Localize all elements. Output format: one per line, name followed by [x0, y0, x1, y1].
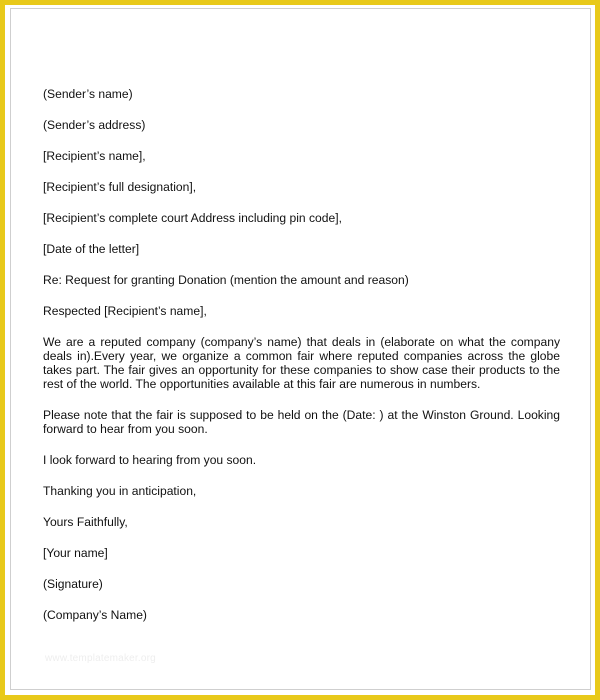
watermark: www.templatemaker.org	[45, 653, 156, 664]
your-name: [Your name]	[43, 546, 108, 560]
letter-body	[43, 87, 560, 639]
recipient-designation: [Recipient’s full designation],	[43, 180, 197, 194]
letter-date: [Date of the letter]	[43, 242, 140, 256]
sender-address: (Sender’s address)	[43, 118, 146, 132]
closing-line: Yours Faithfully,	[43, 515, 128, 529]
sender-name: (Sender’s name)	[43, 87, 133, 101]
body-paragraph-3: I look forward to hearing from you soon.	[43, 453, 257, 467]
recipient-address: [Recipient’s complete court Address including pin code],	[43, 211, 342, 225]
body-paragraph-1: We are a reputed company (company’s name) that deals in (elaborate on what the company deals in).Every year, we organize a common fair where reputed companies across the globe takes part. The fair gives an opportunity for these companies to show case their products to the rest of the world. The opportunities available at this fair are numerous in numbers.	[43, 335, 560, 391]
thanks-line: Thanking you in anticipation,	[43, 484, 197, 498]
body-paragraph-2: Please note that the fair is supposed to be held on the (Date: ) at the Winston Ground. Looking forward to hear from you soon.	[43, 408, 560, 436]
company-name: (Company’s Name)	[43, 608, 147, 622]
recipient-name: [Recipient’s name],	[43, 149, 146, 163]
salutation: Respected [Recipient’s name],	[43, 304, 207, 318]
subject-line: Re: Request for granting Donation (mention the amount and reason)	[43, 273, 409, 287]
signature: (Signature)	[43, 577, 103, 591]
